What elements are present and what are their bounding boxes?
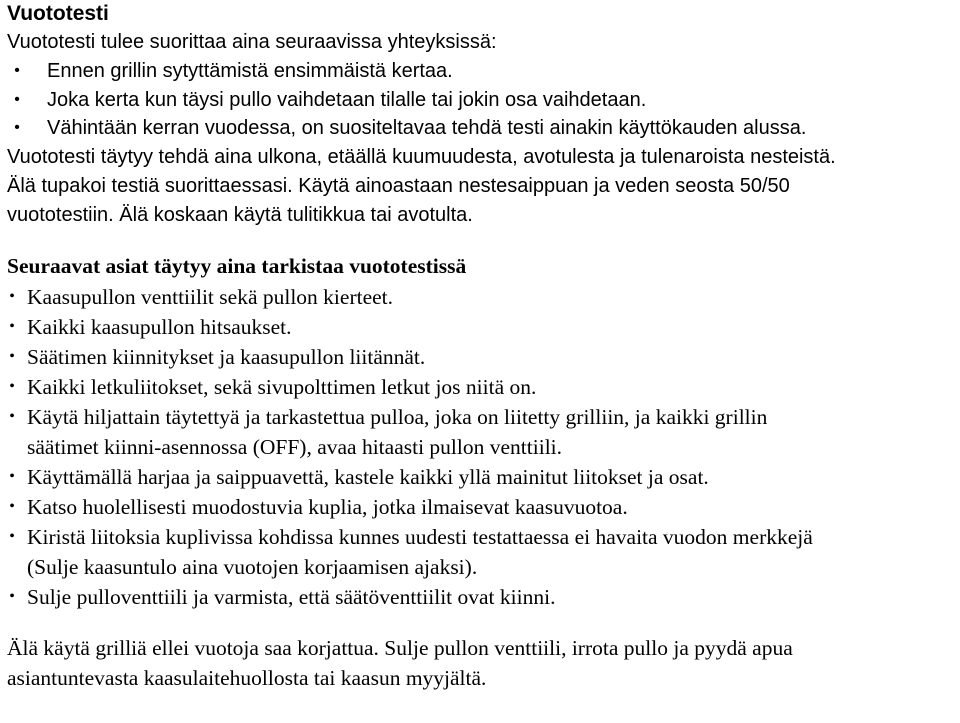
- closing-paragraph: [7, 633, 955, 693]
- checklist-item: [7, 312, 955, 342]
- checklist-item: [7, 402, 955, 462]
- bullet-icon: •: [14, 61, 20, 79]
- bullet-icon: •: [14, 90, 20, 108]
- bullet-icon: •: [9, 377, 15, 395]
- intro-text: Vuototesti tulee suorittaa aina seuraavissa yhteyksissä:: [7, 31, 497, 53]
- checklist-item-line: Käyttämällä harjaa ja saippuavettä, kastele kaikki yllä mainitut liitokset ja osat.: [27, 464, 709, 489]
- checklist-item: [7, 282, 955, 312]
- warning-paragraph-line: vuototestiin. Älä koskaan käytä tulitikkua tai avotulta.: [7, 203, 473, 226]
- checklist-item: [7, 582, 955, 612]
- checklist-item-line: Katso huolellisesti muodostuvia kuplia, jotka ilmaisevat kaasuvuotoa.: [27, 494, 628, 519]
- checklist-item: [7, 372, 955, 402]
- bullet-icon: •: [9, 347, 15, 365]
- list-item: [7, 114, 955, 143]
- closing-line: Älä käytä grilliä ellei vuotoja saa korjattua. Sulje pullon venttiili, irrota pullo ja pyydä apua: [7, 635, 793, 660]
- checklist-item: [7, 462, 955, 492]
- list-item: [7, 57, 955, 86]
- checklist-item-line: Säätimen kiinnitykset ja kaasupullon liitännät.: [27, 344, 426, 369]
- checklist-item-line: (Sulje kaasuntulo aina vuotojen korjaamisen ajaksi).: [27, 554, 478, 579]
- checklist-item-line: säätimet kiinni-asennossa (OFF), avaa hitaasti pullon venttiili.: [27, 434, 563, 459]
- warning-paragraph-line: Älä tupakoi testiä suorittaessasi. Käytä ainoastaan nestesaippuan ja veden seosta 50/50: [7, 174, 790, 197]
- outdoor-note: Vuototesti täytyy tehdä aina ulkona, etäällä kuumuudesta, avotulesta ja tulenaroista nesteistä.: [7, 146, 836, 169]
- section-title: Vuototesti: [7, 2, 109, 25]
- list-item-text: Ennen grillin sytyttämistä ensimmäistä kertaa.: [47, 59, 453, 82]
- list-item-text: Vähintään kerran vuodessa, on suositeltavaa tehdä testi ainakin käyttökauden alussa.: [47, 117, 807, 140]
- checklist-item-line: Sulje pulloventtiili ja varmista, että säätöventtiilit ovat kiinni.: [27, 584, 556, 609]
- bullet-icon: •: [9, 587, 15, 605]
- bullet-icon: •: [14, 119, 20, 137]
- checklist-item-line: Kaikki letkuliitokset, sekä sivupolttimen letkut jos niitä on.: [27, 374, 537, 399]
- list-item-text: Joka kerta kun täysi pullo vaihdetaan tilalle tai jokin osa vaihdetaan.: [47, 88, 647, 111]
- checklist-item: [7, 492, 955, 522]
- closing-line: asiantuntevasta kaasulaitehuollosta tai kaasun myyjältä.: [7, 665, 487, 690]
- checklist-heading: Seuraavat asiat täytyy aina tarkistaa vuototestissä: [7, 253, 467, 278]
- checklist-item-line: Kaasupullon venttiilit sekä pullon kierteet.: [27, 284, 394, 309]
- checklist-item: [7, 342, 955, 372]
- bullet-icon: •: [9, 467, 15, 485]
- checklist-item-line: Käytä hiljattain täytettyä ja tarkastettua pulloa, joka on liitetty grilliin, ja kaikki grillin: [27, 404, 768, 429]
- list-item: [7, 86, 955, 115]
- checklist: [7, 282, 955, 612]
- checklist-item-line: Kiristä liitoksia kuplivissa kohdissa kunnes uudesti testattaessa ei havaita vuodon merkkejä: [27, 524, 813, 549]
- occasion-list: [7, 57, 955, 143]
- bullet-icon: •: [9, 497, 15, 515]
- checklist-item-line: Kaikki kaasupullon hitsaukset.: [27, 314, 292, 339]
- leak-test-section: [7, 0, 955, 230]
- bullet-icon: •: [9, 407, 15, 425]
- document-page: [7, 0, 955, 693]
- checklist-item: [7, 522, 955, 582]
- bullet-icon: •: [9, 527, 15, 545]
- bullet-icon: •: [9, 287, 15, 305]
- bullet-icon: •: [9, 317, 15, 335]
